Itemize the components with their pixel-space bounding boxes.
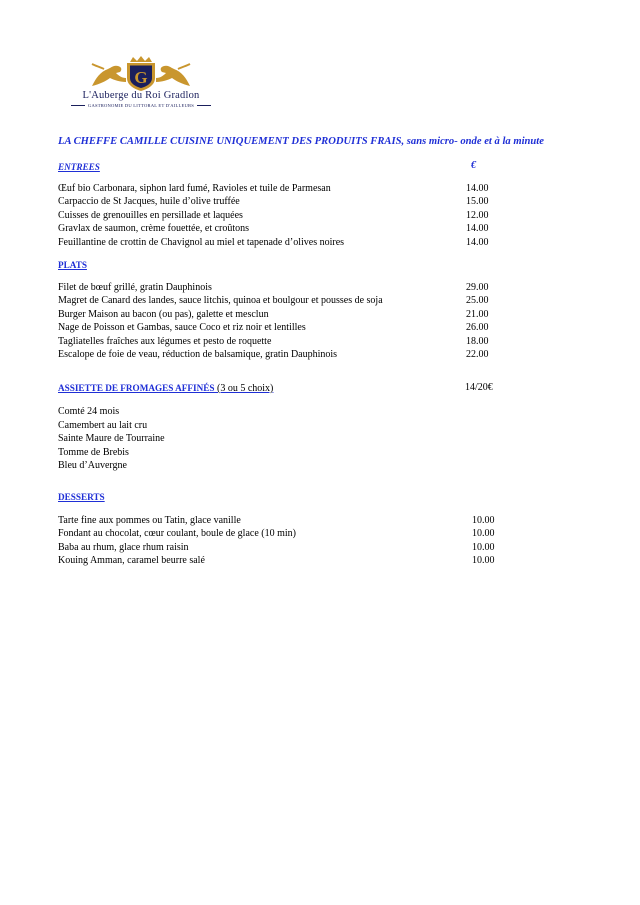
entree-item-price: 14.00: [466, 223, 489, 235]
plat-item-name: Escalope de foie de veau, réduction de balsamique, gratin Dauphinois: [58, 349, 338, 360]
plat-item-price: 18.00: [466, 335, 489, 347]
chef-notice: [58, 136, 628, 147]
dessert-item-name: Baba au rhum, glace rhum raisin: [58, 541, 189, 553]
plat-item-price: 29.00: [466, 282, 489, 293]
entree-item: [58, 237, 498, 251]
entree-item: [58, 210, 498, 224]
section-title-fromages: [58, 383, 273, 394]
dessert-item-price: 10.00: [472, 515, 495, 526]
entree-item-price: 14.00: [466, 236, 489, 248]
cheese-item: Tomme de Brebis: [58, 446, 129, 458]
cheese-item: Camembert au lait cru: [58, 419, 148, 431]
dessert-item: [58, 515, 498, 529]
entree-item: [58, 223, 498, 237]
plat-item: [58, 322, 498, 336]
plat-item-name: Filet de bœuf grillé, gratin Dauphinois: [58, 282, 212, 293]
dessert-item-price: 10.00: [472, 528, 495, 540]
dessert-item-name: Kouing Amman, caramel beurre salé: [58, 555, 205, 567]
dessert-item-name: Fondant au chocolat, cœur coulant, boule de glace (10 min): [58, 528, 296, 540]
entree-item-name: Œuf bio Carbonara, siphon lard fumé, Ravioles et tuile de Parmesan: [58, 183, 331, 194]
section-title-plats: PLATS: [58, 260, 87, 270]
plat-item-name: Nage de Poisson et Gambas, sauce Coco et riz noir et lentilles: [58, 322, 306, 334]
fromages-title-text: ASSIETTE DE FROMAGES AFFINÉS: [58, 383, 215, 393]
dessert-item: [58, 555, 498, 569]
cheese-item: Bleu d’Auvergne: [58, 460, 127, 472]
entree-item: [58, 183, 498, 197]
chef-notice-rest: sans micro- onde et à la minute: [404, 136, 544, 147]
plat-item: [58, 336, 498, 350]
dessert-item: [58, 528, 498, 542]
plat-item: [58, 295, 498, 309]
plat-item-price: 26.00: [466, 322, 489, 334]
plat-item-name: Burger Maison au bacon (ou pas), galette et mesclun: [58, 308, 269, 320]
crest-icon: [86, 56, 196, 92]
plat-item-name: Magret de Canard des landes, sauce litchis, quinoa et boulgour et pousses de soja: [58, 295, 383, 307]
entree-item-price: 15.00: [466, 196, 489, 208]
dessert-item-price: 10.00: [472, 541, 495, 553]
logo-tagline: GASTRONOMIE DU LITTORAL ET D'AILLEURS: [56, 103, 226, 108]
dessert-item-name: Tarte fine aux pommes ou Tatin, glace vanille: [58, 515, 241, 526]
plat-item: [58, 349, 498, 363]
entree-item-price: 14.00: [466, 183, 489, 194]
plat-item-price: 25.00: [466, 295, 489, 307]
fromages-price: 14/20€: [465, 382, 493, 393]
restaurant-logo: [56, 56, 226, 112]
entree-item-name: Cuisses de grenouilles en persillade et laquées: [58, 209, 243, 221]
plat-item-price: 22.00: [466, 349, 489, 360]
entree-item-price: 12.00: [466, 209, 489, 221]
entree-item-name: Feuillantine de crottin de Chavignol au miel et tapenade d’olives noires: [58, 236, 345, 248]
plat-item-price: 21.00: [466, 308, 489, 320]
section-title-entrees: ENTREES: [58, 162, 100, 172]
dessert-item: [58, 542, 498, 556]
chef-notice-main: LA CHEFFE CAMILLE CUISINE UNIQUEMENT DES PRODUITS FRAIS,: [58, 136, 405, 147]
section-title-desserts: DESSERTS: [58, 492, 105, 502]
entree-item-name: Carpaccio de St Jacques, huile d’olive truffée: [58, 196, 240, 208]
plat-item: [58, 282, 498, 296]
cheese-item: Sainte Maure de Tourraine: [58, 433, 165, 445]
plat-item: [58, 309, 498, 323]
currency-symbol: €: [471, 160, 476, 171]
plat-item-name: Tagliatelles fraîches aux légumes et pesto de roquette: [58, 335, 272, 347]
cheese-item: Comté 24 mois: [58, 406, 120, 417]
fromages-choice-note: (3 ou 5 choix): [214, 383, 274, 394]
logo-restaurant-name: L'Auberge du Roi Gradlon: [82, 90, 200, 101]
entree-item-name: Gravlax de saumon, crème fouettée, et croûtons: [58, 223, 250, 235]
entree-item: [58, 196, 498, 210]
svg-text:G: G: [134, 68, 148, 87]
dessert-item-price: 10.00: [472, 555, 495, 567]
